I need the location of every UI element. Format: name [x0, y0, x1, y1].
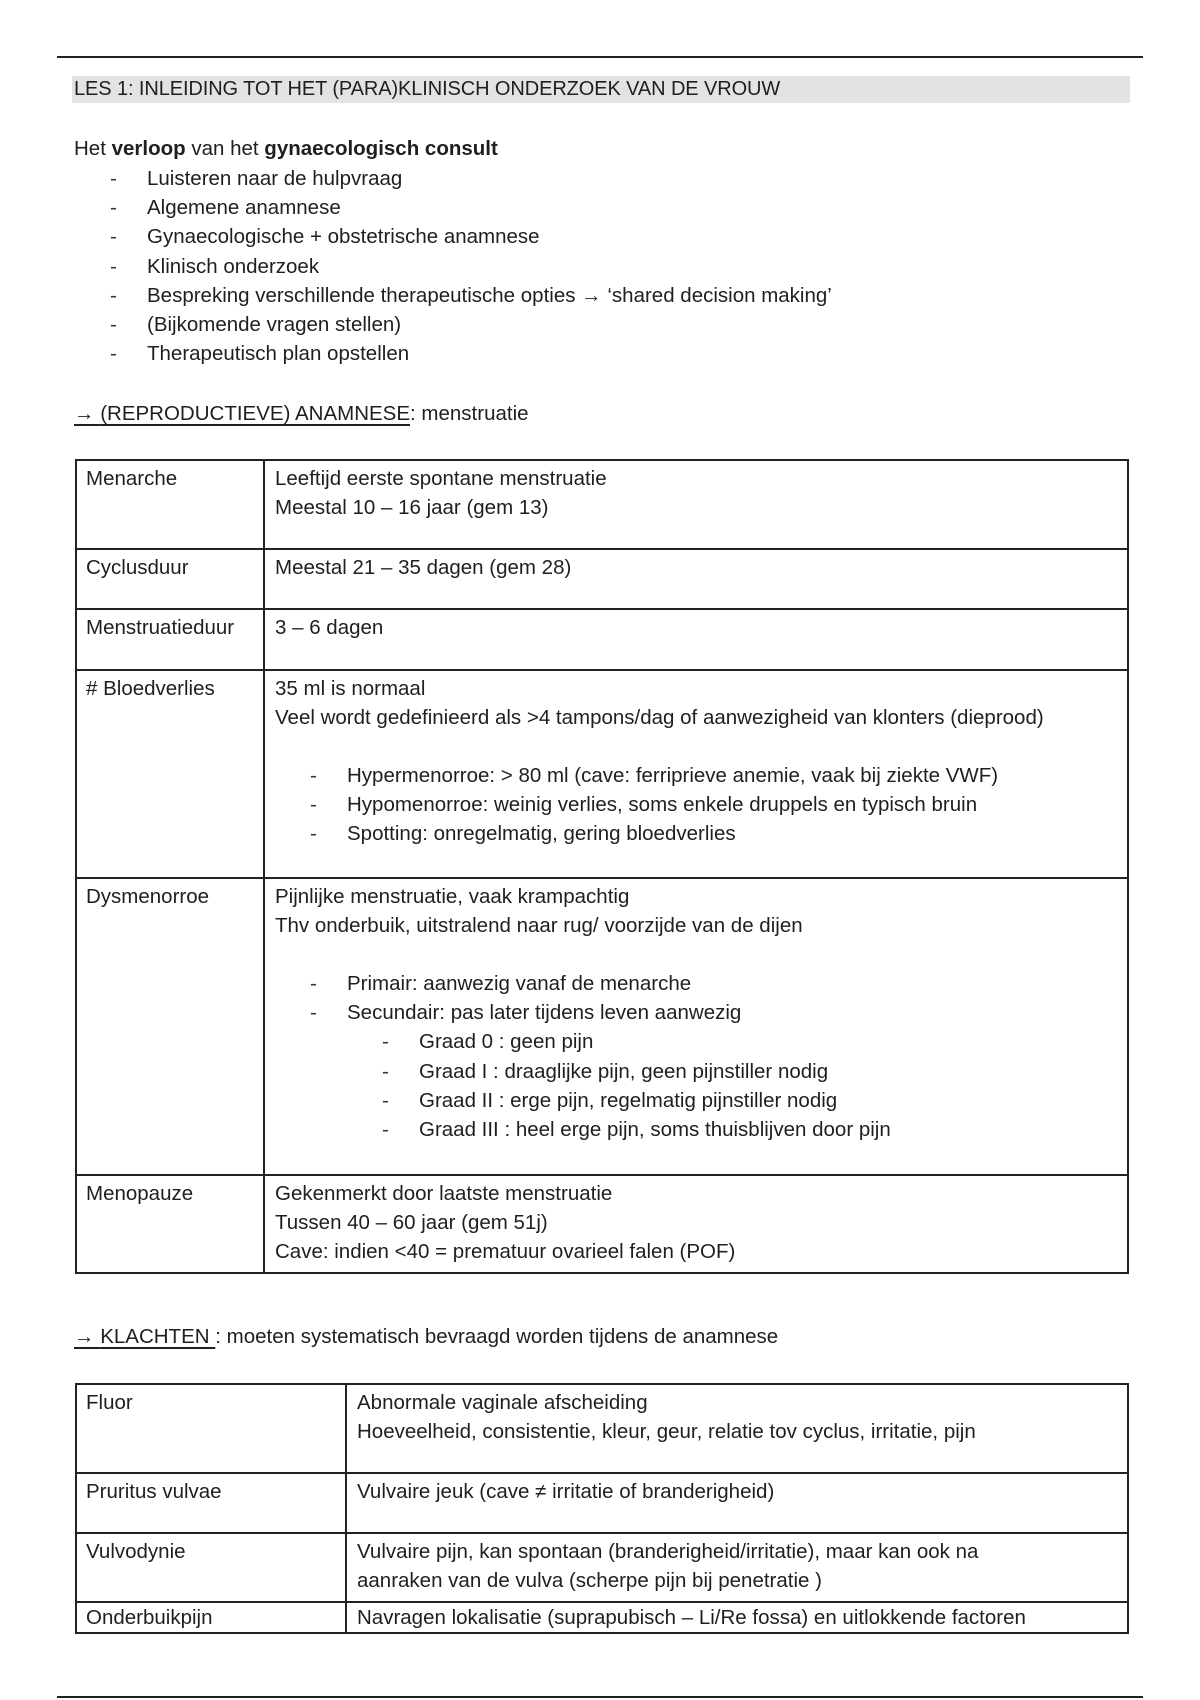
row-content	[346, 1602, 1128, 1633]
text-line: Meestal 10 – 16 jaar (gem 13)	[275, 496, 549, 519]
list-item: - Hypomenorroe: weinig verlies, soms enkele druppels en typisch bruin	[347, 790, 1117, 819]
klachten-heading	[74, 1323, 778, 1351]
menstruatie-table	[75, 459, 1129, 1274]
table-row	[76, 609, 1128, 670]
row-label: Pruritus vulvae	[76, 1473, 346, 1533]
list-item: - Klinisch onderzoek	[147, 252, 832, 281]
bottom-rule	[57, 1696, 1143, 1698]
list-item: - Algemene anamnese	[147, 193, 832, 222]
klachten-suffix: : moeten systematisch bevraagd worden tijdens de anamnese	[215, 1325, 779, 1348]
anamnese-title: (REPRODUCTIEVE) ANAMNESE	[100, 402, 411, 425]
consult-steps-list	[147, 164, 832, 368]
intro-bold-consult: gynaecologisch consult	[264, 137, 498, 160]
list-item	[347, 998, 1117, 1144]
table-row	[76, 1384, 1128, 1473]
row-label: Onderbuikpijn	[76, 1602, 346, 1633]
arrow-icon: →	[74, 1325, 101, 1348]
consult-intro	[74, 134, 498, 163]
row-content	[264, 1175, 1128, 1273]
text-line: 35 ml is normaal	[275, 677, 426, 700]
grade-list	[419, 1027, 1117, 1144]
arrow-icon: →	[74, 402, 101, 425]
intro-bold-verloop: verloop	[111, 137, 186, 160]
sublist-wrapper	[275, 969, 1117, 1144]
list-item: - Spotting: onregelmatig, gering bloedverlies	[347, 819, 1117, 848]
text-line: Meestal 21 – 35 dagen (gem 28)	[275, 556, 572, 579]
row-label: Fluor	[76, 1384, 346, 1473]
klachten-table	[75, 1383, 1129, 1634]
list-item: - Bespreking verschillende therapeutische opties → ‘shared decision making’	[147, 281, 832, 310]
row-label: # Bloedverlies	[76, 670, 264, 878]
table-row	[76, 1175, 1128, 1273]
text-line: Gekenmerkt door laatste menstruatie	[275, 1182, 613, 1205]
row-label: Menstruatieduur	[76, 609, 264, 670]
list-item: - Graad 0 : geen pijn	[419, 1027, 1117, 1056]
row-content	[264, 460, 1128, 549]
row-content	[346, 1473, 1128, 1533]
list-item: - Graad III : heel erge pijn, soms thuisblijven door pijn	[419, 1115, 1117, 1144]
text-line: Vulvaire jeuk (cave ≠ irritatie of branderigheid)	[357, 1480, 775, 1503]
text-line: Hoeveelheid, consistentie, kleur, geur, relatie tov cyclus, irritatie, pijn	[357, 1420, 976, 1443]
text-line: Veel wordt gedefinieerd als >4 tampons/dag of aanwezigheid van klonters (dieprood)	[275, 706, 1044, 729]
table-row	[76, 1473, 1128, 1533]
text-line: Navragen lokalisatie (suprapubisch – Li/Re fossa) en uitlokkende factoren	[357, 1606, 1026, 1629]
row-content	[346, 1533, 1128, 1602]
intro-prefix: Het	[74, 137, 112, 160]
row-content	[346, 1384, 1128, 1473]
row-label: Menopauze	[76, 1175, 264, 1273]
list-item: - Therapeutisch plan opstellen	[147, 339, 832, 368]
list-item: - Graad I : draaglijke pijn, geen pijnstiller nodig	[419, 1057, 1117, 1086]
anamnese-heading-underlined	[74, 402, 410, 425]
table-row	[76, 1533, 1128, 1602]
table-row	[76, 670, 1128, 878]
table-row	[76, 1602, 1128, 1633]
anamnese-suffix: : menstruatie	[410, 402, 529, 425]
text-line: 3 – 6 dagen	[275, 616, 384, 639]
list-item: - Gynaecologische + obstetrische anamnese	[147, 222, 832, 251]
list-item: - Luisteren naar de hulpvraag	[147, 164, 832, 193]
row-label: Dysmenorroe	[76, 878, 264, 1175]
table-row	[76, 878, 1128, 1175]
dysmenorroe-list	[347, 969, 1117, 1144]
top-rule	[57, 56, 1143, 58]
text-line: Cave: indien <40 = prematuur ovarieel falen (POF)	[275, 1240, 736, 1263]
list-item: - Graad II : erge pijn, regelmatig pijnstiller nodig	[419, 1086, 1117, 1115]
bloedverlies-list	[347, 761, 1117, 849]
text-line: Leeftijd eerste spontane menstruatie	[275, 467, 607, 490]
row-content	[264, 609, 1128, 670]
row-content	[264, 878, 1128, 1175]
text-line: Tussen 40 – 60 jaar (gem 51j)	[275, 1211, 548, 1234]
klachten-title: KLACHTEN	[100, 1325, 216, 1348]
row-content	[264, 670, 1128, 878]
list-item: - Hypermenorroe: > 80 ml (cave: ferriprieve anemie, vaak bij ziekte VWF)	[347, 761, 1117, 790]
row-label: Vulvodynie	[76, 1533, 346, 1602]
text-line: aanraken van de vulva (scherpe pijn bij penetratie )	[357, 1569, 822, 1592]
table-row	[76, 549, 1128, 609]
klachten-heading-underlined	[74, 1325, 215, 1348]
secundair-text: Secundair: pas later tijdens leven aanwezig	[347, 1001, 742, 1025]
text-line: Pijnlijke menstruatie, vaak krampachtig	[275, 885, 630, 908]
lesson-heading: LES 1: INLEIDING TOT HET (PARA)KLINISCH ONDERZOEK VAN DE VROUW	[72, 76, 1130, 103]
table-row	[76, 460, 1128, 549]
anamnese-heading	[74, 400, 529, 428]
intro-mid: van het	[185, 137, 265, 160]
row-label: Menarche	[76, 460, 264, 549]
list-item: - Primair: aanwezig vanaf de menarche	[347, 969, 1117, 998]
sublist-wrapper	[275, 761, 1117, 849]
list-item: - (Bijkomende vragen stellen)	[147, 310, 832, 339]
row-content	[264, 549, 1128, 609]
text-line: Thv onderbuik, uitstralend naar rug/ voorzijde van de dijen	[275, 914, 803, 937]
text-line: Abnormale vaginale afscheiding	[357, 1391, 648, 1414]
text-line: Vulvaire pijn, kan spontaan (branderigheid/irritatie), maar kan ook na	[357, 1540, 979, 1563]
row-label: Cyclusduur	[76, 549, 264, 609]
